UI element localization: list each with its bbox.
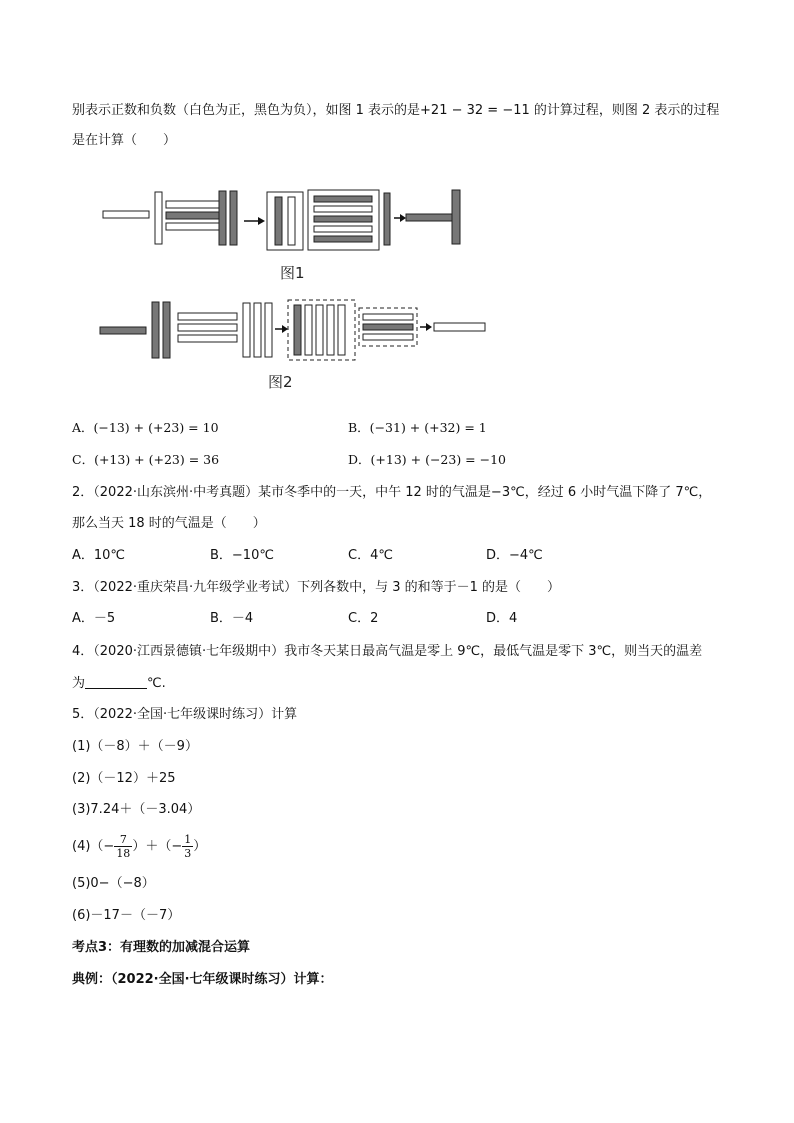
q5-item-3: (3)7.24＋（－3.04） <box>72 802 201 817</box>
figures-area <box>0 0 794 400</box>
q1-option-a: A．(−13) + (+23) = 10 <box>72 420 219 435</box>
intro-line-1: 别表示正数和负数（白色为正，黑色为负），如图 1 表示的是+21 − 32 = −11 的计算过程，则图 2 表示的过程 <box>72 103 720 118</box>
q4-pre: 为 <box>72 676 86 691</box>
q1-option-b: B．(−31) + (+32) = 1 <box>348 420 487 435</box>
q5-item-6: (6)－17－（－7） <box>72 908 181 923</box>
q4-answer-blank[interactable] <box>85 674 147 689</box>
q3-option-b: B．－4 <box>210 611 254 626</box>
q2-option-d: D．−4℃ <box>486 548 543 563</box>
q4-line-2 <box>72 674 166 694</box>
q1-option-d: D．(+13) + (−23) = −10 <box>348 452 507 467</box>
figure-1 <box>103 190 460 282</box>
example-heading: 典例：（2022·全国·七年级课时练习）计算： <box>72 972 333 987</box>
figure-2 <box>100 300 485 391</box>
q5-item-1: (1)（－8）＋（－9） <box>72 739 198 754</box>
q4-line-1: 4．（2020·江西景德镇·七年级期中）我市冬天某日最高气温是零上 9℃，最低气温是零下 3℃，则当天的温差 <box>72 644 703 659</box>
figure-2-caption: 图2 <box>268 373 293 391</box>
q2-line-2: 那么当天 18 时的气温是（ ） <box>72 516 266 531</box>
q3-option-d: D．4 <box>486 611 518 626</box>
q5-item-2: (2)（－12）＋25 <box>72 771 176 786</box>
figure-1-caption: 图1 <box>280 264 305 282</box>
fraction-7-18: $\frac{7}{18}$ <box>116 833 131 860</box>
q5-title: 5．（2022·全国·七年级课时练习）计算 <box>72 707 298 722</box>
q2-option-c: C．4℃ <box>348 548 393 563</box>
q2-line-1: 2．（2022·山东滨州·中考真题）某市冬季中的一天，中午 12 时的气温是−3℃，经过 6 小时气温下降了 7℃， <box>72 485 712 500</box>
q3-option-a: A．－5 <box>72 611 116 626</box>
q1-option-c: C．(+13) + (+23) = 36 <box>72 452 220 467</box>
topic-heading: 考点3：有理数的加减混合运算 <box>72 940 251 955</box>
q5-item-4: (4)（− $\frac{7}{18}$ ）＋（− $\frac{1}{3}$ ） <box>72 833 207 860</box>
q3-option-c: C．2 <box>348 611 379 626</box>
q5-item-5: (5)0−（−8） <box>72 876 155 891</box>
q4-post: ℃. <box>147 676 166 691</box>
q2-option-a: A．10℃ <box>72 548 126 563</box>
intro-line-2: 是在计算（ ） <box>72 133 177 148</box>
q3-line-1: 3．（2022·重庆荣昌·九年级学业考试）下列各数中，与 3 的和等于－1 的是（ ） <box>72 580 561 595</box>
q2-option-b: B．−10℃ <box>210 548 274 563</box>
fraction-1-3: $\frac{1}{3}$ <box>184 833 192 860</box>
